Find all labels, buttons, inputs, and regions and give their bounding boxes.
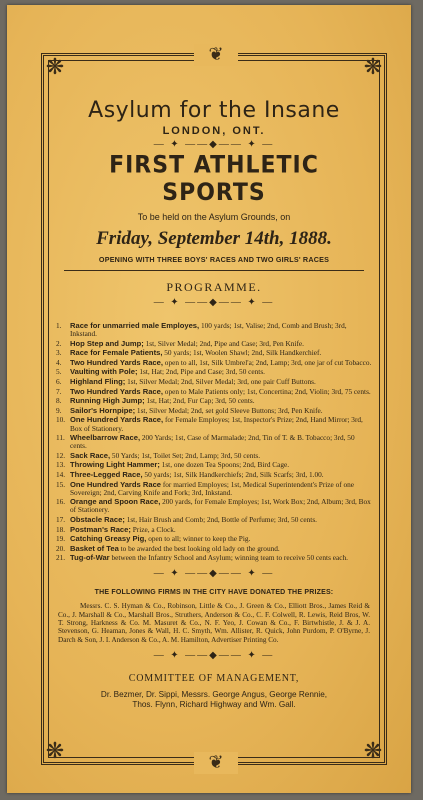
item-number: 7. bbox=[56, 386, 62, 396]
item-event: Obstacle Race; bbox=[70, 514, 125, 524]
item-prizes: 50 yards; 1st, Woolen Shawl; 2nd, Silk Handkerchief. bbox=[162, 348, 322, 358]
item-prizes: between the Infantry School and Asylum; winning team to receive 50 cents each. bbox=[109, 553, 348, 563]
item-number: 1. bbox=[56, 321, 62, 330]
item-prizes: open to all, 1st, Silk Umbrel'a; 2nd, Lamp; 3rd, one jar of cut Tobacco. bbox=[162, 357, 372, 367]
programme-item bbox=[56, 535, 372, 543]
item-number: 19. bbox=[56, 534, 66, 544]
programme-item bbox=[56, 359, 372, 367]
item-number: 3. bbox=[56, 348, 62, 358]
donors-list: Messrs. C. S. Hyman & Co., Robinson, Little & Co., J. Green & Co., Elliott Bros., James Reid & Co., J. Marshall & Co., Marshall Bros., Struthers, Anderson & Co., C. F. Colwell, R. Lewis, Reid Bros, W. T. Strong, Harkness & Co. M. Masuret & Co., N. F. Yeo, J. Cowan & Co., F. Birtwhistle, J. & J. A. Stevenson, G. Heaman, Jones & Wall, H. C. Smyth, Wm. Allister, R. Quick, John Purdom, P. O'Byrne, J. Darch & Son, J. I. Anderson & Co., A. M. Hamilton, Advertiser Printing Co. bbox=[58, 602, 370, 644]
corner-ornament-icon: ❋ bbox=[363, 54, 383, 79]
item-prizes: 200 Yards; 1st, Case of Marmalade; 2nd, Tin of T. & B. Tobacco; 3rd, 50 cents. bbox=[70, 433, 355, 451]
item-number: 16. bbox=[56, 497, 66, 507]
corner-ornament-icon: ❋ bbox=[363, 738, 383, 763]
item-number: 17. bbox=[56, 514, 66, 524]
committee-line: Dr. Bezmer, Dr. Sippi, Messrs. George Angus, George Rennie, bbox=[100, 689, 328, 699]
decorative-border bbox=[41, 44, 387, 772]
ornament-divider: — ✦ ——◆—— ✦ — bbox=[153, 568, 275, 580]
item-number: 4. bbox=[56, 357, 62, 367]
item-prizes: 1st, Hair Brush and Comb; 2nd, Bottle of Perfume; 3rd, 50 cents. bbox=[124, 514, 318, 524]
programme-heading: PROGRAMME. bbox=[166, 280, 262, 294]
item-event: Hop Step and Jump; bbox=[70, 338, 144, 348]
programme-item bbox=[56, 481, 372, 497]
programme-item bbox=[56, 516, 372, 524]
item-event: Race for Female Patients, bbox=[70, 348, 163, 358]
programme-item bbox=[56, 416, 372, 432]
item-event: Vaulting with Pole; bbox=[70, 367, 138, 377]
item-event: Throwing Light Hammer; bbox=[70, 460, 160, 470]
item-number: 21. bbox=[56, 553, 66, 563]
item-number: 15. bbox=[56, 479, 66, 489]
poster-subtitle: LONDON, ONT. bbox=[162, 125, 266, 137]
item-event: Highland Fling; bbox=[70, 377, 126, 387]
programme-item bbox=[56, 397, 372, 405]
programme-item bbox=[56, 388, 372, 396]
opening-note: OPENING WITH THREE BOYS' RACES AND TWO GIRLS' RACES bbox=[98, 255, 330, 264]
venue-line: To be held on the Asylum Grounds, on bbox=[137, 212, 291, 222]
item-event: Race for unmarried male Employes, bbox=[70, 321, 200, 330]
item-event: Two Hundred Yards Race, bbox=[70, 357, 163, 367]
item-prizes: Prize, a Clock. bbox=[130, 524, 176, 534]
programme-item bbox=[56, 461, 372, 469]
item-prizes: 1st, Silver Medal; 2nd, set gold Sleeve Buttons; 3rd, Pen Knife. bbox=[135, 405, 323, 415]
ornament-divider: — ✦ ——◆—— ✦ — bbox=[153, 139, 275, 150]
item-event: Orange and Spoon Race, bbox=[70, 497, 161, 507]
programme-item bbox=[56, 407, 372, 415]
programme-item bbox=[56, 526, 372, 534]
item-number: 12. bbox=[56, 450, 66, 460]
item-number: 5. bbox=[56, 367, 62, 377]
item-prizes: 1st, Silver Medal; 2nd, Pipe and Case; 3rd, Pen Knife. bbox=[143, 338, 304, 348]
item-number: 13. bbox=[56, 460, 66, 470]
corner-ornament-icon: ❋ bbox=[45, 738, 65, 763]
programme-item bbox=[56, 498, 372, 514]
corner-ornament-icon: ❋ bbox=[45, 54, 65, 79]
donors-heading: THE FOLLOWING FIRMS IN THE CITY HAVE DONATED THE PRIZES: bbox=[94, 589, 334, 597]
item-prizes: open to all; winner to keep the Pig. bbox=[146, 534, 251, 544]
programme-item bbox=[56, 545, 372, 553]
item-event: Three-Legged Race, bbox=[70, 470, 143, 479]
item-event: Wheelbarrow Race, bbox=[70, 433, 141, 443]
programme-item bbox=[56, 340, 372, 348]
committee-line: Thos. Flynn, Richard Highway and Wm. Gall. bbox=[132, 699, 296, 709]
item-prizes: for married Employes; 1st, Medical Superintendent's Prize of one Sovereign; 2nd, Carving Knife and Fork; 3rd, Inkstand. bbox=[70, 479, 355, 497]
item-event: Running High Jump; bbox=[70, 396, 145, 406]
committee-members bbox=[56, 690, 372, 710]
bottom-ornament-icon: ❦ bbox=[194, 752, 238, 774]
programme-item bbox=[56, 452, 372, 460]
poster-paper bbox=[7, 5, 411, 793]
item-number: 9. bbox=[56, 405, 62, 415]
item-event: One Hundred Yards Race bbox=[70, 479, 162, 489]
item-number: 10. bbox=[56, 415, 66, 425]
item-event: Catching Greasy Pig, bbox=[70, 534, 147, 544]
programme-item bbox=[56, 378, 372, 386]
item-number: 11. bbox=[56, 433, 65, 443]
item-event: Tug-of-War bbox=[70, 553, 110, 563]
programme-list bbox=[56, 322, 372, 562]
divider-line bbox=[64, 270, 364, 271]
item-prizes: open to Male Patients only; 1st, Concertina; 2nd, Violin; 3rd, 75 cents. bbox=[162, 386, 371, 396]
item-prizes: 1st, Hat; 2nd, Fur Cap; 3rd, 50 cents. bbox=[144, 396, 255, 406]
ornament-divider: — ✦ ——◆—— ✦ — bbox=[153, 649, 275, 661]
item-number: 20. bbox=[56, 543, 66, 553]
item-prizes: 50 yards; 1st, Silk Handkerchiefs; 2nd, Silk Scarfs; 3rd, 1.00. bbox=[142, 470, 324, 479]
ornament-divider: — ✦ ——◆—— ✦ — bbox=[153, 297, 275, 308]
item-event: One Hundred Yards Race, bbox=[70, 415, 164, 425]
item-event: Two Hundred Yards Race, bbox=[70, 386, 163, 396]
programme-item bbox=[56, 322, 372, 338]
item-event: Sailor's Hornpipe; bbox=[70, 405, 136, 415]
item-prizes: for Female Employes; 1st, Inspector's Prize; 2nd, Hand Mirror; 3rd, Box of Stationery. bbox=[70, 415, 363, 433]
item-number: 2. bbox=[56, 338, 62, 348]
item-number: 8. bbox=[56, 396, 62, 406]
item-event: Basket of Tea bbox=[70, 543, 119, 553]
item-prizes: 200 yards, for Female Employes; 1st, Work Box; 2nd, Album; 3rd, Box of Stationery. bbox=[70, 497, 371, 515]
item-number: 14. bbox=[56, 470, 66, 479]
programme-item bbox=[56, 434, 372, 450]
programme-item bbox=[56, 554, 372, 562]
programme-item bbox=[56, 471, 372, 479]
event-date: Friday, September 14th, 1888. bbox=[96, 228, 332, 249]
committee-heading: COMMITTEE OF MANAGEMENT, bbox=[128, 672, 300, 684]
programme-item bbox=[56, 349, 372, 357]
item-prizes: 1st, Silver Medal; 2nd, Silver Medal; 3rd, one pair Cuff Buttons. bbox=[125, 377, 316, 387]
item-number: 18. bbox=[56, 524, 66, 534]
poster-content bbox=[56, 68, 372, 750]
poster-title: Asylum for the Insane bbox=[88, 98, 340, 123]
item-prizes: to be awarded the best looking old lady on the ground. bbox=[118, 543, 280, 553]
item-prizes: 1st, one dozen Tea Spoons; 2nd, Bird Cage. bbox=[159, 460, 290, 470]
item-number: 6. bbox=[56, 377, 62, 387]
programme-item bbox=[56, 368, 372, 376]
top-ornament-icon: ❦ bbox=[194, 44, 238, 66]
item-event: Sack Race, bbox=[70, 450, 111, 460]
event-heading: FIRST ATHLETIC SPORTS bbox=[109, 151, 319, 207]
item-prizes: 50 Yards; 1st, Toilet Set; 2nd, Lamp; 3rd, 50 cents. bbox=[110, 450, 261, 460]
item-event: Postman's Race; bbox=[70, 524, 131, 534]
item-prizes: 100 yards; 1st, Valise; 2nd, Comb and Brush; 3rd, Inkstand. bbox=[70, 321, 347, 339]
item-prizes: 1st, Hat; 2nd, Pipe and Case; 3rd, 50 cents. bbox=[137, 367, 265, 377]
